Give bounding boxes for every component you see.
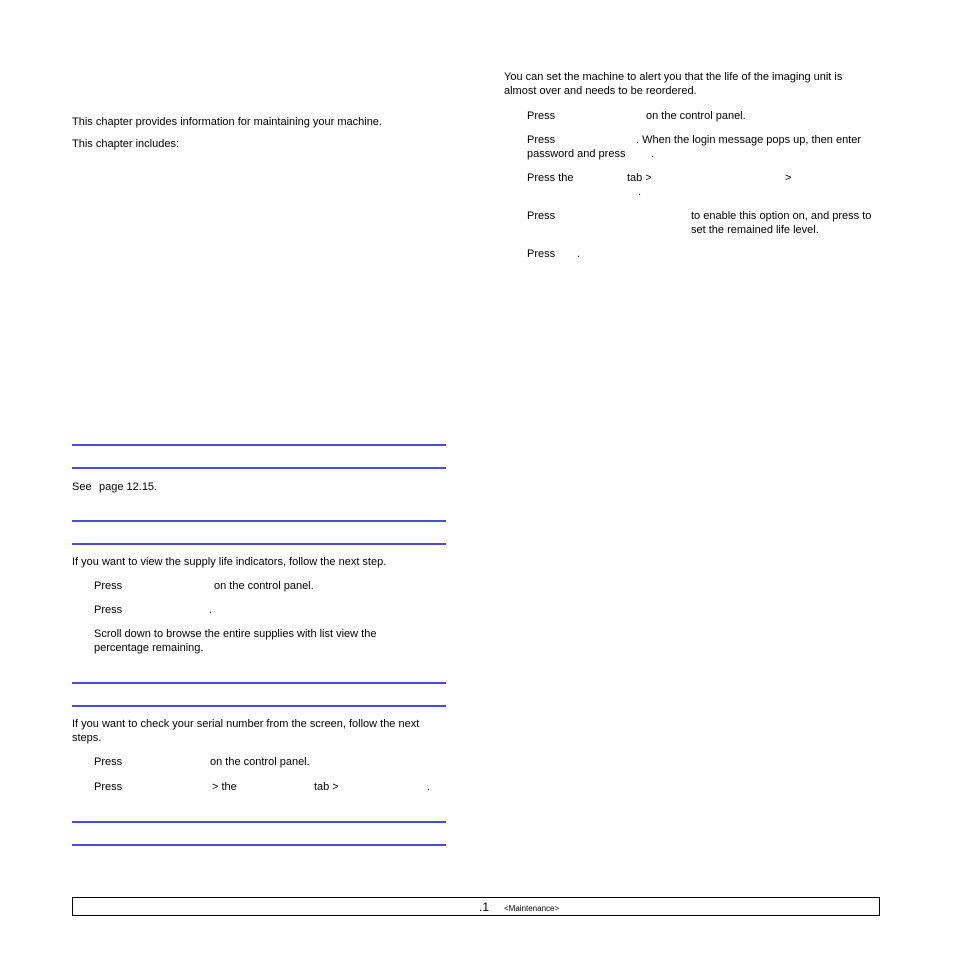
serial-intro: If you want to check your serial number from the screen, follow the next steps.	[72, 718, 420, 744]
serial-step2-the: > the	[212, 781, 237, 793]
page-number: .1	[479, 900, 490, 914]
alert-step3-end: .	[638, 186, 642, 198]
includes-label: This chapter includes:	[72, 138, 179, 150]
alert-step3-tab: tab >	[627, 172, 652, 184]
section-rule-bottom	[72, 543, 446, 545]
serial-step1-press: Press	[94, 756, 123, 768]
section-rule-top	[72, 520, 446, 522]
alert-step2-rest: . When the login message pops up, then enter password and press	[527, 134, 862, 160]
section-name: <Maintenance>	[504, 904, 560, 913]
alert-step1-rest: on the control panel.	[646, 110, 746, 122]
supply-step3: Scroll down to browse the entire supplies with list view the percentage remaining.	[94, 628, 377, 654]
supply-step2-press: Press	[94, 604, 123, 616]
supply-step1-press: Press	[94, 580, 123, 592]
supply-step2-rest: .	[209, 604, 213, 616]
alert-step5-press: Press	[527, 248, 556, 260]
serial-step2-tab: tab >	[314, 781, 339, 793]
footer-bar	[72, 897, 880, 916]
supply-intro: If you want to view the supply life indicators, follow the next step.	[72, 556, 387, 568]
alert-step3-arrow: >	[785, 172, 792, 184]
supply-step1-rest: on the control panel.	[214, 580, 314, 592]
section-rule-top	[72, 821, 446, 823]
intro-text: This chapter provides information for maintaining your machine.	[72, 116, 382, 128]
alert-step5-end: .	[577, 248, 581, 260]
alert-step1-press: Press	[527, 110, 556, 122]
section-rule-bottom	[72, 844, 446, 846]
section-rule-bottom	[72, 705, 446, 707]
section-rule-bottom	[72, 467, 446, 469]
see-prefix: See	[72, 481, 92, 493]
alert-step4-press: Press	[527, 210, 556, 222]
alert-step2-end: .	[651, 148, 655, 160]
serial-step1-rest: on the control panel.	[210, 756, 310, 768]
alert-step4-rest: to enable this option on, and press to set the remained life level.	[691, 210, 872, 236]
alert-step2-press: Press	[527, 134, 556, 146]
alert-step3-press: Press the	[527, 172, 574, 184]
see-page-link[interactable]: page 12.15.	[99, 481, 158, 493]
serial-step2-end: .	[427, 781, 431, 793]
section-rule-top	[72, 682, 446, 684]
section-rule-top	[72, 444, 446, 446]
alert-intro: You can set the machine to alert you that the life of the imaging unit is almost over and needs to be reordered.	[504, 71, 843, 97]
serial-step2-press: Press	[94, 781, 123, 793]
